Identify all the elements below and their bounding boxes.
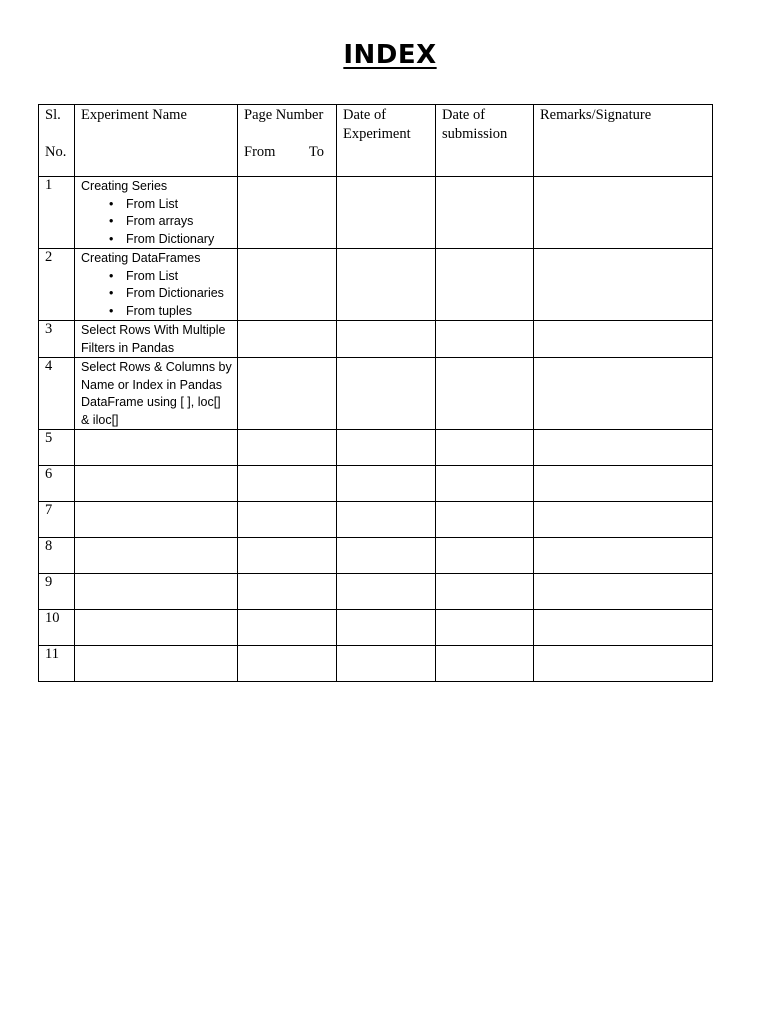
sl-no-cell: 7	[39, 502, 75, 538]
bullet-list	[81, 196, 237, 249]
date-of-submission-cell	[436, 646, 534, 682]
date-of-submission-cell	[436, 538, 534, 574]
page-title: INDEX	[343, 40, 437, 70]
date-of-experiment-cell	[337, 321, 436, 358]
date-of-submission-cell	[436, 177, 534, 249]
table-row	[39, 502, 713, 538]
sl-no-cell: 5	[39, 430, 75, 466]
remarks-cell	[534, 466, 713, 502]
header-remarks-signature: Remarks/Signature	[534, 105, 713, 177]
sl-no-cell: 9	[39, 574, 75, 610]
date-of-experiment-cell	[337, 574, 436, 610]
sl-no-cell: 2	[39, 249, 75, 321]
remarks-cell	[534, 538, 713, 574]
experiment-name-cell	[75, 466, 238, 502]
date-of-submission-cell	[436, 610, 534, 646]
sl-no-cell: 1	[39, 177, 75, 249]
experiment-name-cell	[75, 646, 238, 682]
sl-no-cell: 3	[39, 321, 75, 358]
table-header-row	[39, 105, 713, 177]
header-page-number-label: Page Number	[244, 107, 324, 123]
experiment-name-cell: Creating Series • From List • From arrays • From Dictionary	[75, 177, 238, 249]
list-item: • From List	[109, 196, 179, 211]
table-row	[39, 321, 713, 358]
experiment-name-cell	[75, 430, 238, 466]
remarks-cell	[534, 430, 713, 466]
date-of-experiment-cell	[337, 430, 436, 466]
list-item: • From tuples	[109, 303, 192, 318]
page-number-cell	[238, 610, 337, 646]
remarks-cell	[534, 249, 713, 321]
header-no-label: No.	[45, 143, 67, 160]
date-of-submission-cell	[436, 466, 534, 502]
date-of-submission-cell	[436, 574, 534, 610]
table-row	[39, 177, 713, 249]
experiment-name-cell: Creating DataFrames • From List • From Dictionaries • From tuples	[75, 249, 238, 321]
experiment-name-cell	[75, 502, 238, 538]
experiment-name-cell: Select Rows & Columns by Name or Index in Pandas DataFrame using [ ], loc[] & iloc[]	[75, 358, 238, 430]
date-of-experiment-cell	[337, 538, 436, 574]
page-number-cell	[238, 538, 337, 574]
remarks-cell	[534, 646, 713, 682]
page-number-cell	[238, 358, 337, 430]
bullet-list	[81, 268, 237, 321]
table-row	[39, 466, 713, 502]
date-of-experiment-cell	[337, 466, 436, 502]
date-of-experiment-cell	[337, 502, 436, 538]
header-experiment-name: Experiment Name	[75, 105, 238, 177]
list-item: • From Dictionary	[109, 231, 215, 246]
date-of-submission-cell	[436, 430, 534, 466]
date-of-experiment-cell	[337, 177, 436, 249]
sl-no-cell: 6	[39, 466, 75, 502]
experiment-name-cell	[75, 538, 238, 574]
date-of-submission-cell	[436, 502, 534, 538]
date-of-submission-cell	[436, 321, 534, 358]
remarks-cell	[534, 574, 713, 610]
experiment-name-cell	[75, 610, 238, 646]
table-row	[39, 574, 713, 610]
sl-no-cell: 11	[39, 646, 75, 682]
table-row	[39, 249, 713, 321]
page-number-cell	[238, 502, 337, 538]
page-number-cell	[238, 646, 337, 682]
header-date-of-submission: Date of submission	[436, 105, 534, 177]
remarks-cell	[534, 610, 713, 646]
remarks-cell	[534, 177, 713, 249]
experiment-name-cell: Select Rows With Multiple Filters in Pandas	[75, 321, 238, 358]
date-of-submission-cell	[436, 249, 534, 321]
page-number-cell	[238, 466, 337, 502]
sl-no-cell: 8	[39, 538, 75, 574]
header-from-label: From	[244, 143, 276, 160]
remarks-cell	[534, 321, 713, 358]
table-row	[39, 358, 713, 430]
index-table	[38, 104, 713, 682]
page-number-cell	[238, 249, 337, 321]
header-to-label: To	[308, 143, 324, 160]
page-number-cell	[238, 430, 337, 466]
remarks-cell	[534, 358, 713, 430]
table-row	[39, 610, 713, 646]
list-item: • From Dictionaries	[109, 286, 224, 300]
page-number-cell	[238, 177, 337, 249]
sl-no-cell: 4	[39, 358, 75, 430]
list-item: • From List	[109, 268, 179, 283]
header-date-of-experiment: Date of Experiment	[337, 105, 436, 177]
date-of-submission-cell	[436, 358, 534, 430]
date-of-experiment-cell	[337, 610, 436, 646]
page-number-cell	[238, 321, 337, 358]
table-row	[39, 538, 713, 574]
date-of-experiment-cell	[337, 249, 436, 321]
table-row	[39, 646, 713, 682]
experiment-name-cell	[75, 574, 238, 610]
table-row	[39, 430, 713, 466]
sl-no-cell: 10	[39, 610, 75, 646]
remarks-cell	[534, 502, 713, 538]
page-number-cell	[238, 574, 337, 610]
header-sl-label: Sl.	[45, 107, 61, 123]
date-of-experiment-cell	[337, 358, 436, 430]
header-sl-no	[39, 105, 75, 177]
list-item: • From arrays	[109, 214, 194, 228]
date-of-experiment-cell	[337, 646, 436, 682]
header-page-number	[238, 105, 337, 177]
